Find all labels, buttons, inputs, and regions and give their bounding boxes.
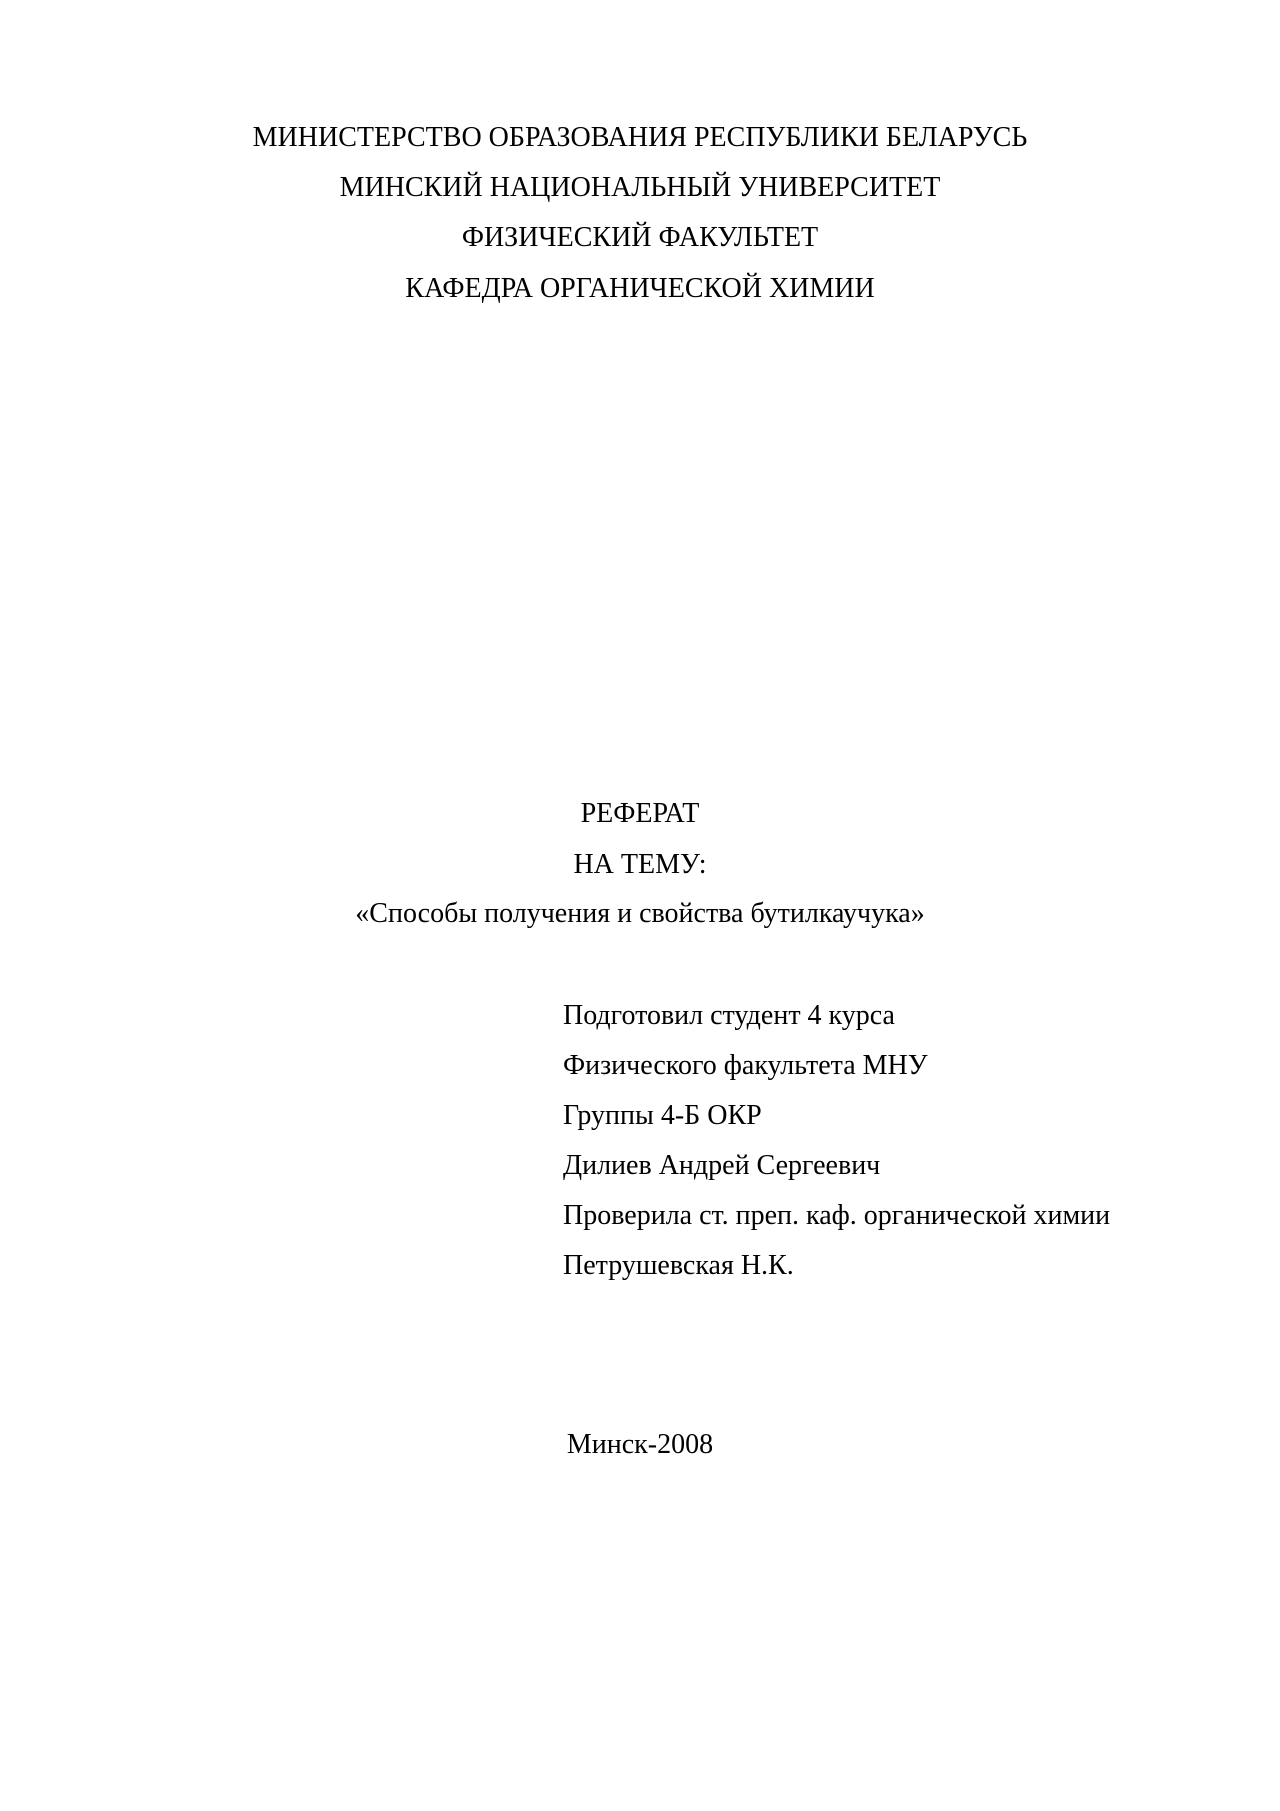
prepared-by-line: Подготовил студент 4 курса xyxy=(563,1000,895,1031)
faculty-line: ФИЗИЧЕСКИЙ ФАКУЛЬТЕТ xyxy=(461,222,819,253)
city-year-footer: Минск-2008 xyxy=(566,1429,714,1460)
faculty-affiliation-line: Физического факультета МНУ xyxy=(563,1050,928,1081)
topic-title: «Способы получения и свойства бутилкаучука» xyxy=(355,898,925,929)
doc-type-title: РЕФЕРАТ xyxy=(580,798,700,829)
group-line: Группы 4-Б ОКР xyxy=(563,1100,762,1131)
university-line: МИНСКИЙ НАЦИОНАЛЬНЫЙ УНИВЕРСИТЕТ xyxy=(339,172,941,203)
department-line: КАФЕДРА ОРГАНИЧЕСКОЙ ХИМИИ xyxy=(405,273,875,304)
student-name-line: Дилиев Андрей Сергеевич xyxy=(563,1150,881,1181)
checker-name-line: Петрушевская Н.К. xyxy=(563,1250,794,1281)
ministry-line: МИНИСТЕРСТВО ОБРАЗОВАНИЯ РЕСПУБЛИКИ БЕЛАРУСЬ xyxy=(252,122,1028,153)
checked-by-line: Проверила ст. преп. каф. органической химии xyxy=(563,1200,1111,1231)
on-topic-label: НА ТЕМУ: xyxy=(573,849,707,880)
